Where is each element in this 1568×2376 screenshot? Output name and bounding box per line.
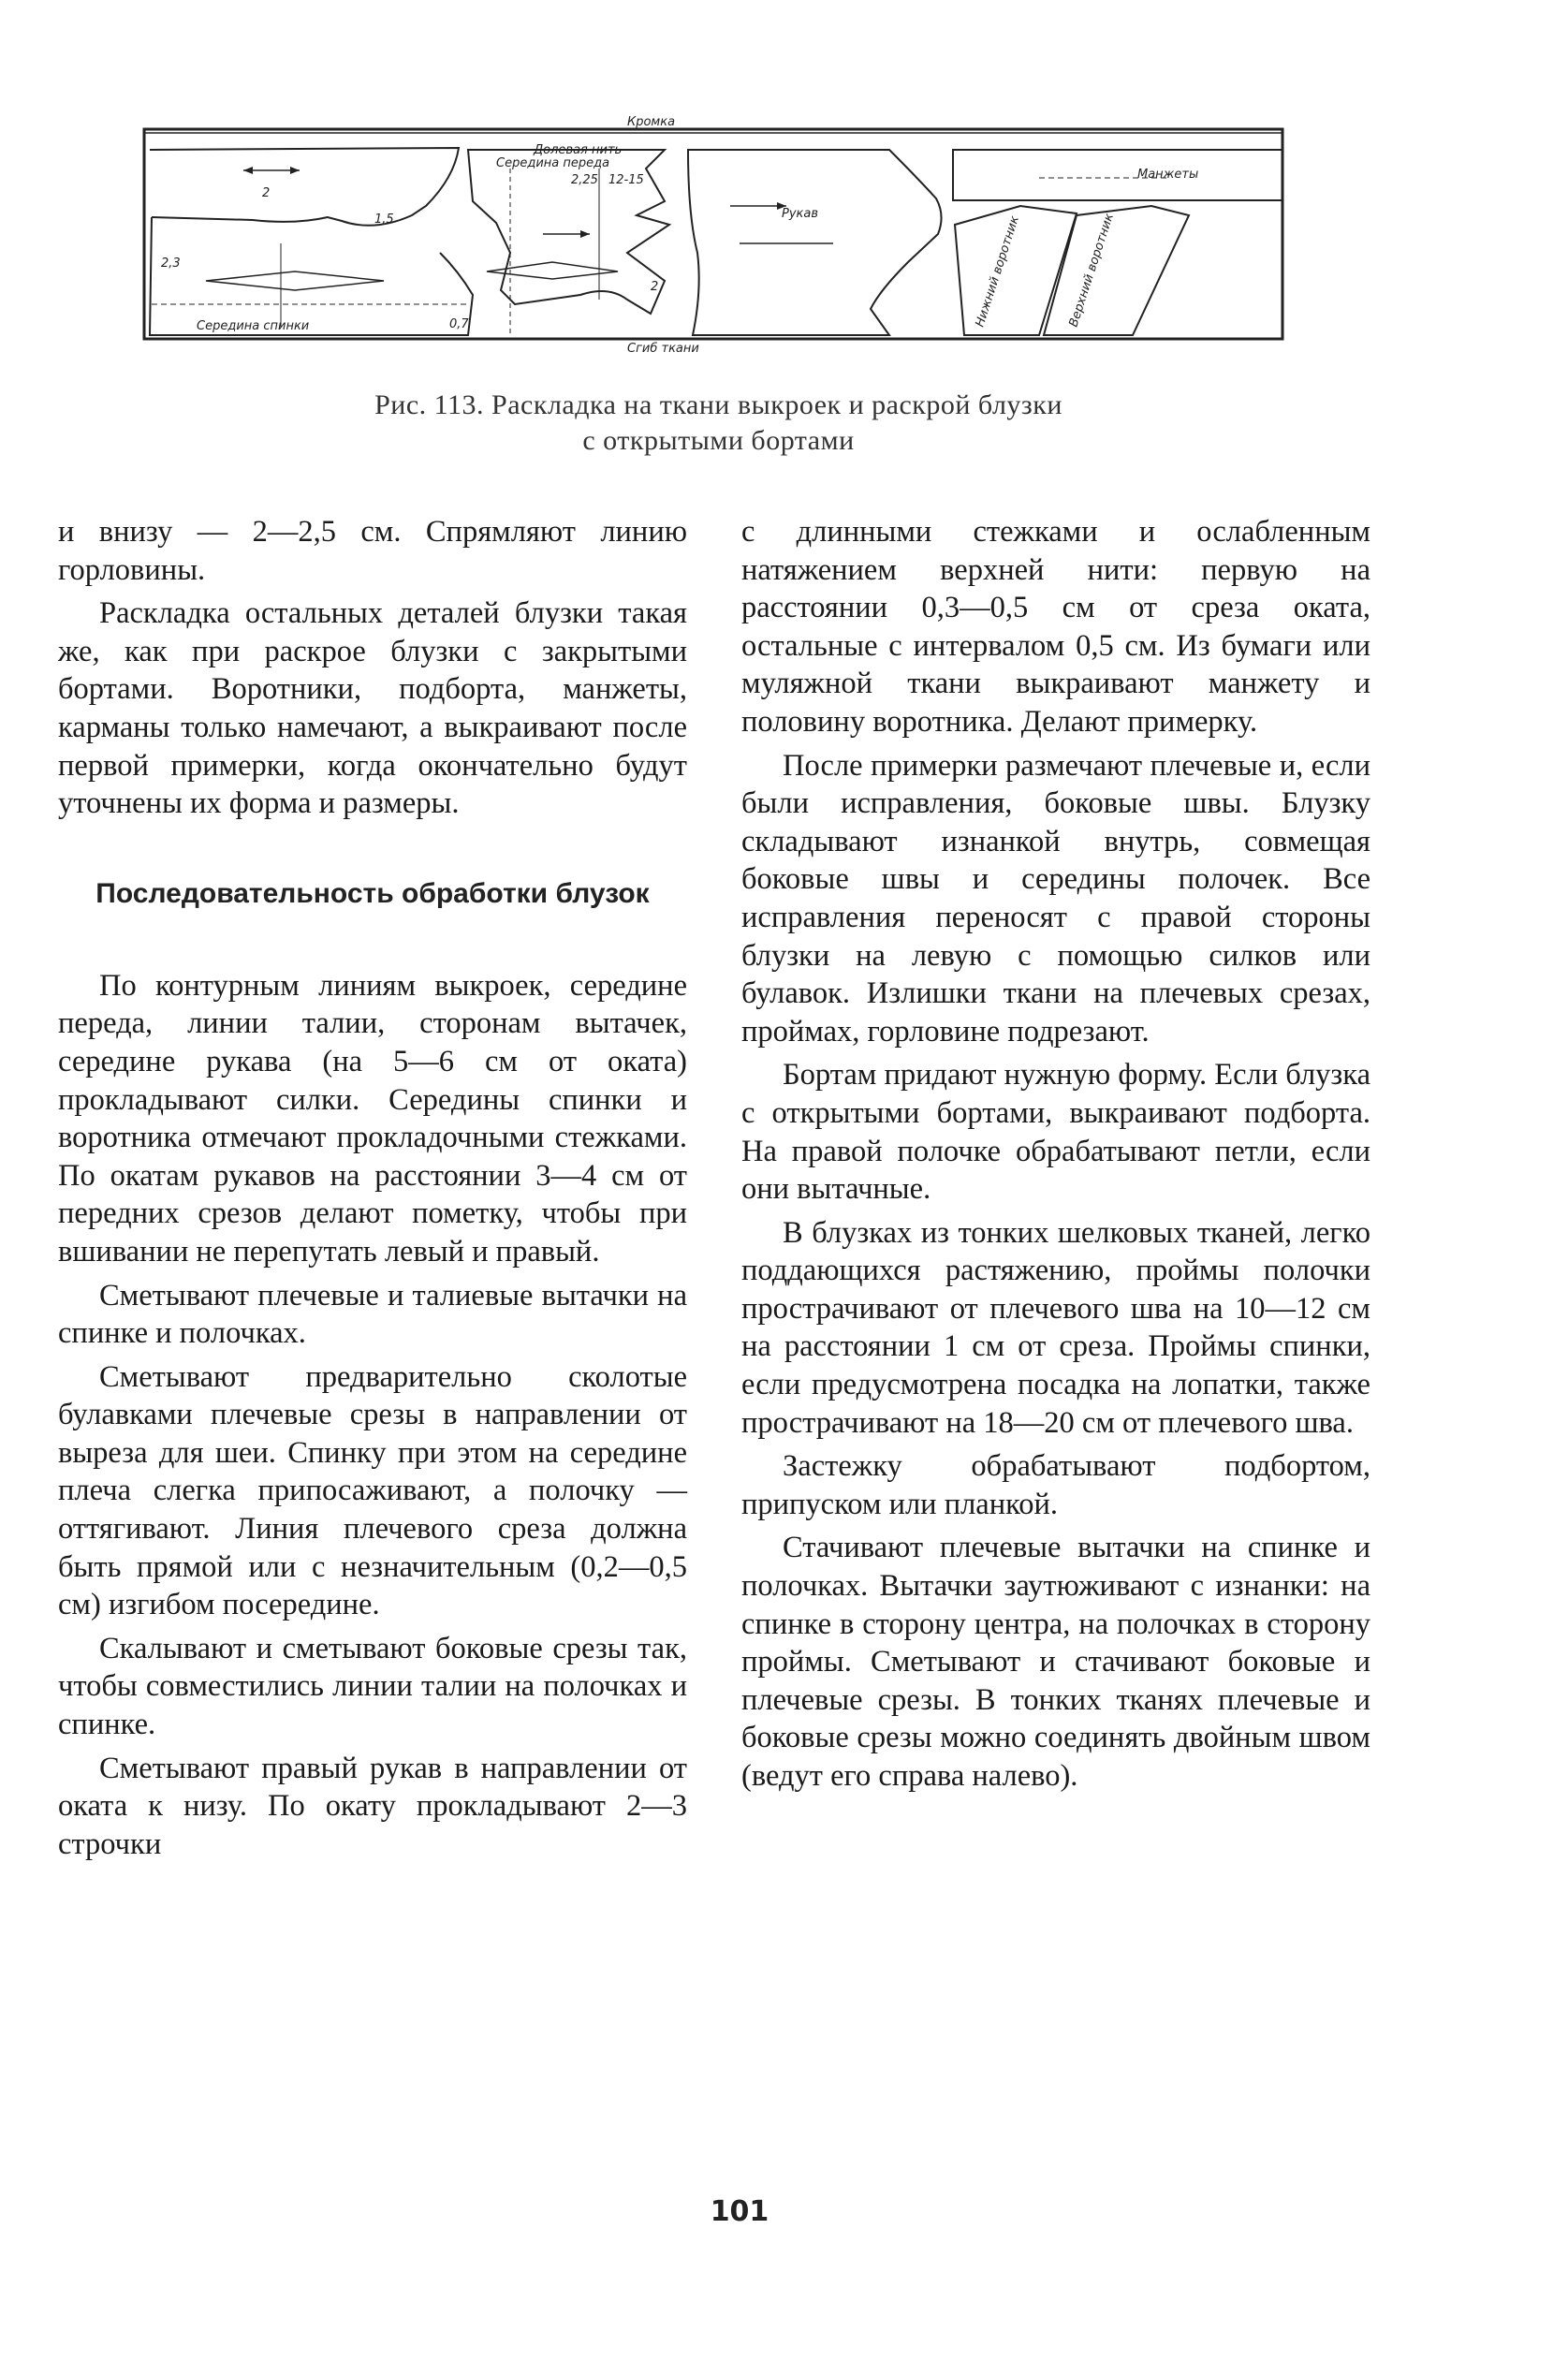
left-paragraph-6: Скалывают и сметывают боковые срезы так, чтобы совместились линии талии на полочках и спинке. xyxy=(58,1631,687,1742)
left-paragraph-3: По контурным линиям выкроек, середине переда, линии талии, сторонам вытачек, середине рукава (на 5—6 см от оката) прокладывают силки. Середины спинки и воротника отмечают прокладочными стежками. По окатам рукавов на расстоянии 3—4 см от передних срезов делают пометку, чтобы при вшивании не перепутать левый и правый. xyxy=(58,968,687,1269)
label-measure-2-25: 2,25 xyxy=(571,173,598,187)
label-measure-1-5: 1,5 xyxy=(374,213,394,227)
cuffs-piece xyxy=(953,150,1282,200)
upper-collar-piece xyxy=(1044,206,1189,335)
label-lower-collar: Нижний воротник xyxy=(973,213,1023,330)
label-grain-line: Долевая нить xyxy=(534,143,623,157)
left-paragraph-5: Сметывают предварительно сколотые булавками плечевые срезы в направлении от выреза для шеи. Спинку при этом на середине плеча слегка припосаживают, а полочку — оттягивают. Линия плечевого среза должна быть прямой или с незначительным (0,2—0,5 см) изгибом посередине. xyxy=(58,1359,687,1622)
pattern-layout-figure xyxy=(140,112,1287,356)
back-piece-outline xyxy=(150,217,473,335)
right-paragraph-4: В блузках из тонких шелковых тканей, легко поддающихся растяжению, проймы полочки прострачивают от плечевого шва на 10—12 см на расстоянии 1 см от среза. Проймы спинки, если предусмотрена посадка на лопатки, также прострачивают на 18—20 см от плечевого шва. xyxy=(741,1215,1370,1440)
left-paragraph-1: и внизу — 2—2,5 см. Спрямляют линию горловины. xyxy=(58,515,687,587)
caption-line-1: Рис. 113. Раскладка на ткани выкроек и раскрой блузки xyxy=(374,389,1062,420)
back-piece-top xyxy=(150,148,459,226)
caption-line-2: с открытыми бортами xyxy=(582,425,855,456)
label-measure-2: 2 xyxy=(262,186,271,200)
left-paragraph-2: Раскладка остальных деталей блузки такая же, как при раскрое блузки с закрытыми бортами. Воротники, подборта, манжеты, карманы только намечают, а выкраивают после первой примерки, когда окончательно будут уточнены их форма и размеры. xyxy=(58,596,687,821)
right-paragraph-1: с длинными стежками и ослабленным натяжением верхней нити: первую на расстоянии 0,3—0,5 см от среза оката, остальные с интервалом 0,5 см. Из бумаги или муляжной ткани выкраивают манжету и половину воротника. Делают примерку. xyxy=(741,515,1370,739)
left-paragraph-7: Сметывают правый рукав в направлении от оката к низу. По окату прокладывают 2—3 строчки xyxy=(58,1751,687,1861)
right-paragraph-5: Застежку обрабатывают подбортом, припуском или планкой. xyxy=(741,1449,1370,1521)
left-column xyxy=(58,513,687,1869)
label-measure-2b: 2 xyxy=(651,280,659,294)
left-paragraph-4: Сметывают плечевые и талиевые вытачки на спинке и полочках. xyxy=(58,1278,687,1351)
label-back-center: Середина спинки xyxy=(197,319,310,333)
label-measure-12-15: 12-15 xyxy=(608,173,644,187)
label-selvage-bottom: Сгиб ткани xyxy=(627,342,699,356)
label-front-center: Середина переда xyxy=(496,156,610,170)
pattern-layout-diagram xyxy=(140,112,1287,356)
label-cuffs: Манжеты xyxy=(1137,168,1199,182)
right-paragraph-6: Стачивают плечевые вытачки на спинке и полочках. Вытачки заутюживают с изнанки: на спинке в сторону центра, на полочках в сторону проймы. Сметывают и стачивают боковые и плечевые срезы. В тонких тканях плечевые и боковые срезы можно соединять двойным швом (ведут его справа налево). xyxy=(741,1531,1370,1793)
right-paragraph-2: После примерки размечают плечевые и, если были исправления, боковые швы. Блузку складывают изнанкой внутрь, совмещая боковые швы и середины полочек. Все исправления переносят с правой стороны блузки на левую с помощью силков или булавок. Излишки ткани на плечевых срезах, проймах, горловине подрезают. xyxy=(741,748,1370,1049)
fabric-frame xyxy=(144,129,1282,339)
right-column xyxy=(741,513,1370,1801)
right-paragraph-3: Бортам придают нужную форму. Если блузка с открытыми бортами, выкраивают подборта. На правой полочке обрабатывают петли, если они вытачные. xyxy=(741,1058,1370,1207)
section-heading: Последовательность обработки блузок xyxy=(95,877,650,909)
sleeve-piece xyxy=(688,150,942,335)
label-sleeve: Рукав xyxy=(782,207,819,221)
label-measure-0-7: 0,7 xyxy=(449,317,469,331)
back-dart xyxy=(206,271,384,290)
label-upper-collar: Верхний воротник xyxy=(1066,212,1117,330)
label-selvage-top: Кромка xyxy=(627,115,676,129)
page-number: 101 xyxy=(710,2195,769,2228)
figure-caption xyxy=(187,388,1250,459)
label-measure-2-3: 2,3 xyxy=(161,257,181,271)
